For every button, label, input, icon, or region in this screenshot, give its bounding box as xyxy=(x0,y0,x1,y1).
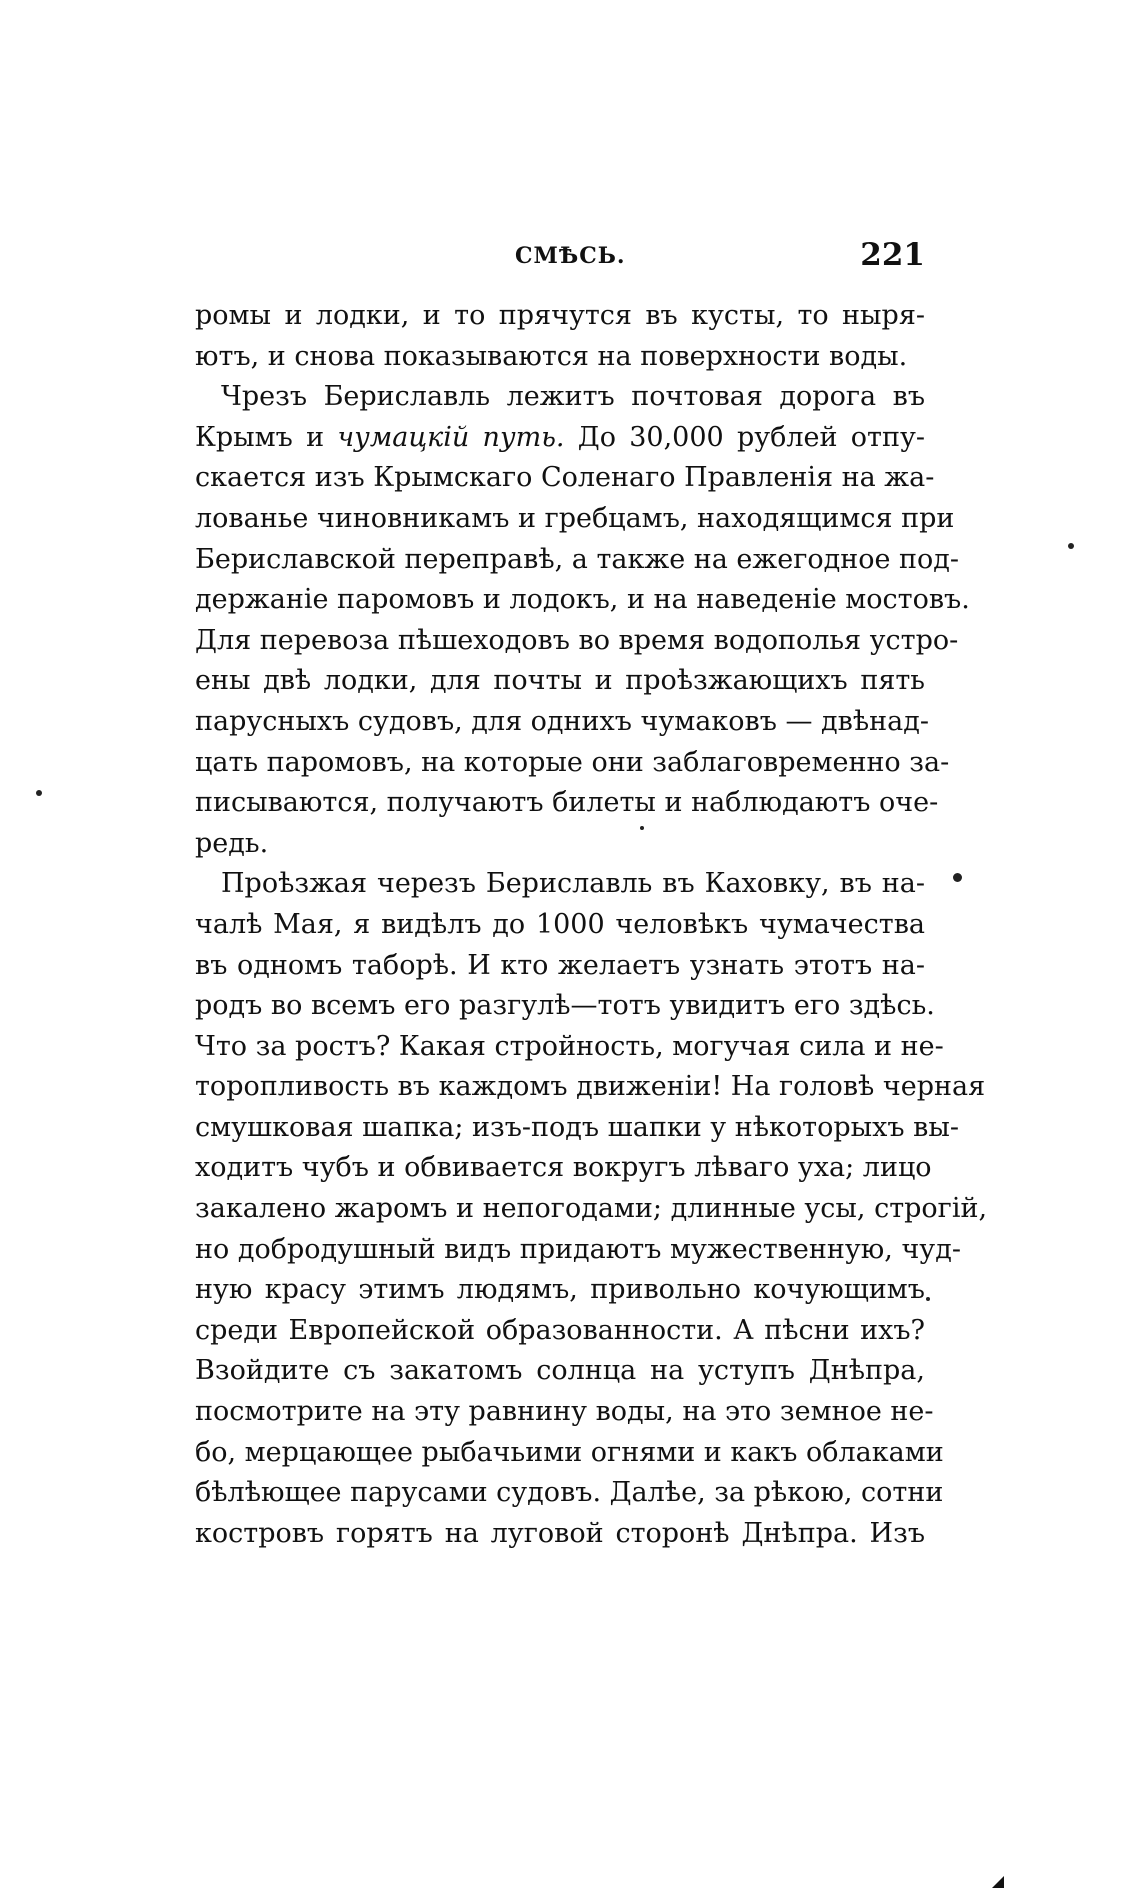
scan-corner-mark xyxy=(992,1876,1004,1888)
text-line: Взойдите съ закатомъ солнца на уступъ Днѣпра, xyxy=(195,1355,925,1387)
page-header xyxy=(195,237,925,279)
text-line: ены двѣ лодки, для почты и проѣзжающихъ пять xyxy=(195,665,925,697)
page-number: 221 xyxy=(860,237,925,273)
italic-term: чумацкій путь. xyxy=(337,421,565,453)
text-line: родъ во всемъ его разгулѣ—тотъ увидитъ его здѣсь. xyxy=(195,990,935,1022)
scan-speck xyxy=(1068,543,1074,549)
text-segment: До 30,000 рублей отпу- xyxy=(577,421,925,453)
text-line: Для перевоза пѣшеходовъ во время водополья устро- xyxy=(195,624,959,656)
text-line: торопливость въ каждомъ движеніи! На головѣ черная xyxy=(195,1071,986,1103)
text-line: среди Европейской образованности. А пѣсни ихъ? xyxy=(195,1314,925,1346)
text-line: ходитъ чубъ и обвивается вокругъ лѣваго уха; лицо xyxy=(195,1152,932,1184)
text-line: Что за ростъ? Какая стройность, могучая сила и не- xyxy=(195,1030,944,1062)
text-line: лованье чиновникамъ и гребцамъ, находящимся при xyxy=(195,502,955,534)
scan-speck xyxy=(926,1297,930,1301)
text-line: держаніе паромовъ и лодокъ, и на наведеніе мостовъ. xyxy=(195,584,970,616)
text-line: но добродушный видъ придаютъ мужественную, чуд- xyxy=(195,1233,961,1265)
scan-speck xyxy=(953,873,962,882)
text-line: Проѣзжая черезъ Бериславль въ Каховку, въ на- xyxy=(221,868,925,900)
text-line: чалѣ Мая, я видѣлъ до 1000 человѣкъ чумачества xyxy=(195,908,925,940)
text-segment: Крымъ и xyxy=(195,421,325,453)
text-line: писываются, получаютъ билеты и наблюдаютъ оче- xyxy=(195,787,939,819)
text-line: бѣлѣющее парусами судовъ. Далѣе, за рѣкою, сотни xyxy=(195,1477,944,1509)
text-line: редь. xyxy=(195,827,269,859)
text-line: скается изъ Крымскаго Соленаго Правленія на жа- xyxy=(195,462,935,494)
text-line: Чрезъ Бериславль лежитъ почтовая дорога въ xyxy=(221,381,925,413)
text-line: цать паромовъ, на которые они заблаговременно за- xyxy=(195,746,950,778)
text-line xyxy=(195,418,925,459)
paragraph xyxy=(195,864,988,1554)
text-line: посмотрите на эту равнину воды, на это земное не- xyxy=(195,1396,934,1428)
text-line: смушковая шапка; изъ-подъ шапки у нѣкоторыхъ вы- xyxy=(195,1111,959,1143)
scan-speck xyxy=(640,826,644,830)
body-text xyxy=(195,296,988,1554)
paragraph xyxy=(195,377,970,864)
text-line: костровъ горятъ на луговой сторонѣ Днѣпра. Изъ xyxy=(195,1517,925,1549)
text-line: въ одномъ таборѣ. И кто желаетъ узнать этотъ на- xyxy=(195,949,925,981)
text-line: ромы и лодки, и то прячутся въ кусты, то ныря- xyxy=(195,300,925,331)
text-line: бо, мерцающее рыбачьими огнями и какъ облаками xyxy=(195,1436,944,1468)
text-line: закалено жаромъ и непогодами; длинные усы, строгій, xyxy=(195,1193,988,1225)
running-head: СМѢСЬ. xyxy=(515,243,626,269)
text-line: ную красу этимъ людямъ, привольно кочующимъ xyxy=(195,1274,925,1306)
scan-speck xyxy=(36,790,42,796)
text-line: Бериславской переправѣ, а также на ежегодное под- xyxy=(195,543,960,575)
text-line: парусныхъ судовъ, для однихъ чумаковъ — двѣнад- xyxy=(195,705,929,737)
text-line: ютъ, и снова показываются на поверхности воды. xyxy=(195,340,908,372)
paragraph xyxy=(195,296,925,377)
